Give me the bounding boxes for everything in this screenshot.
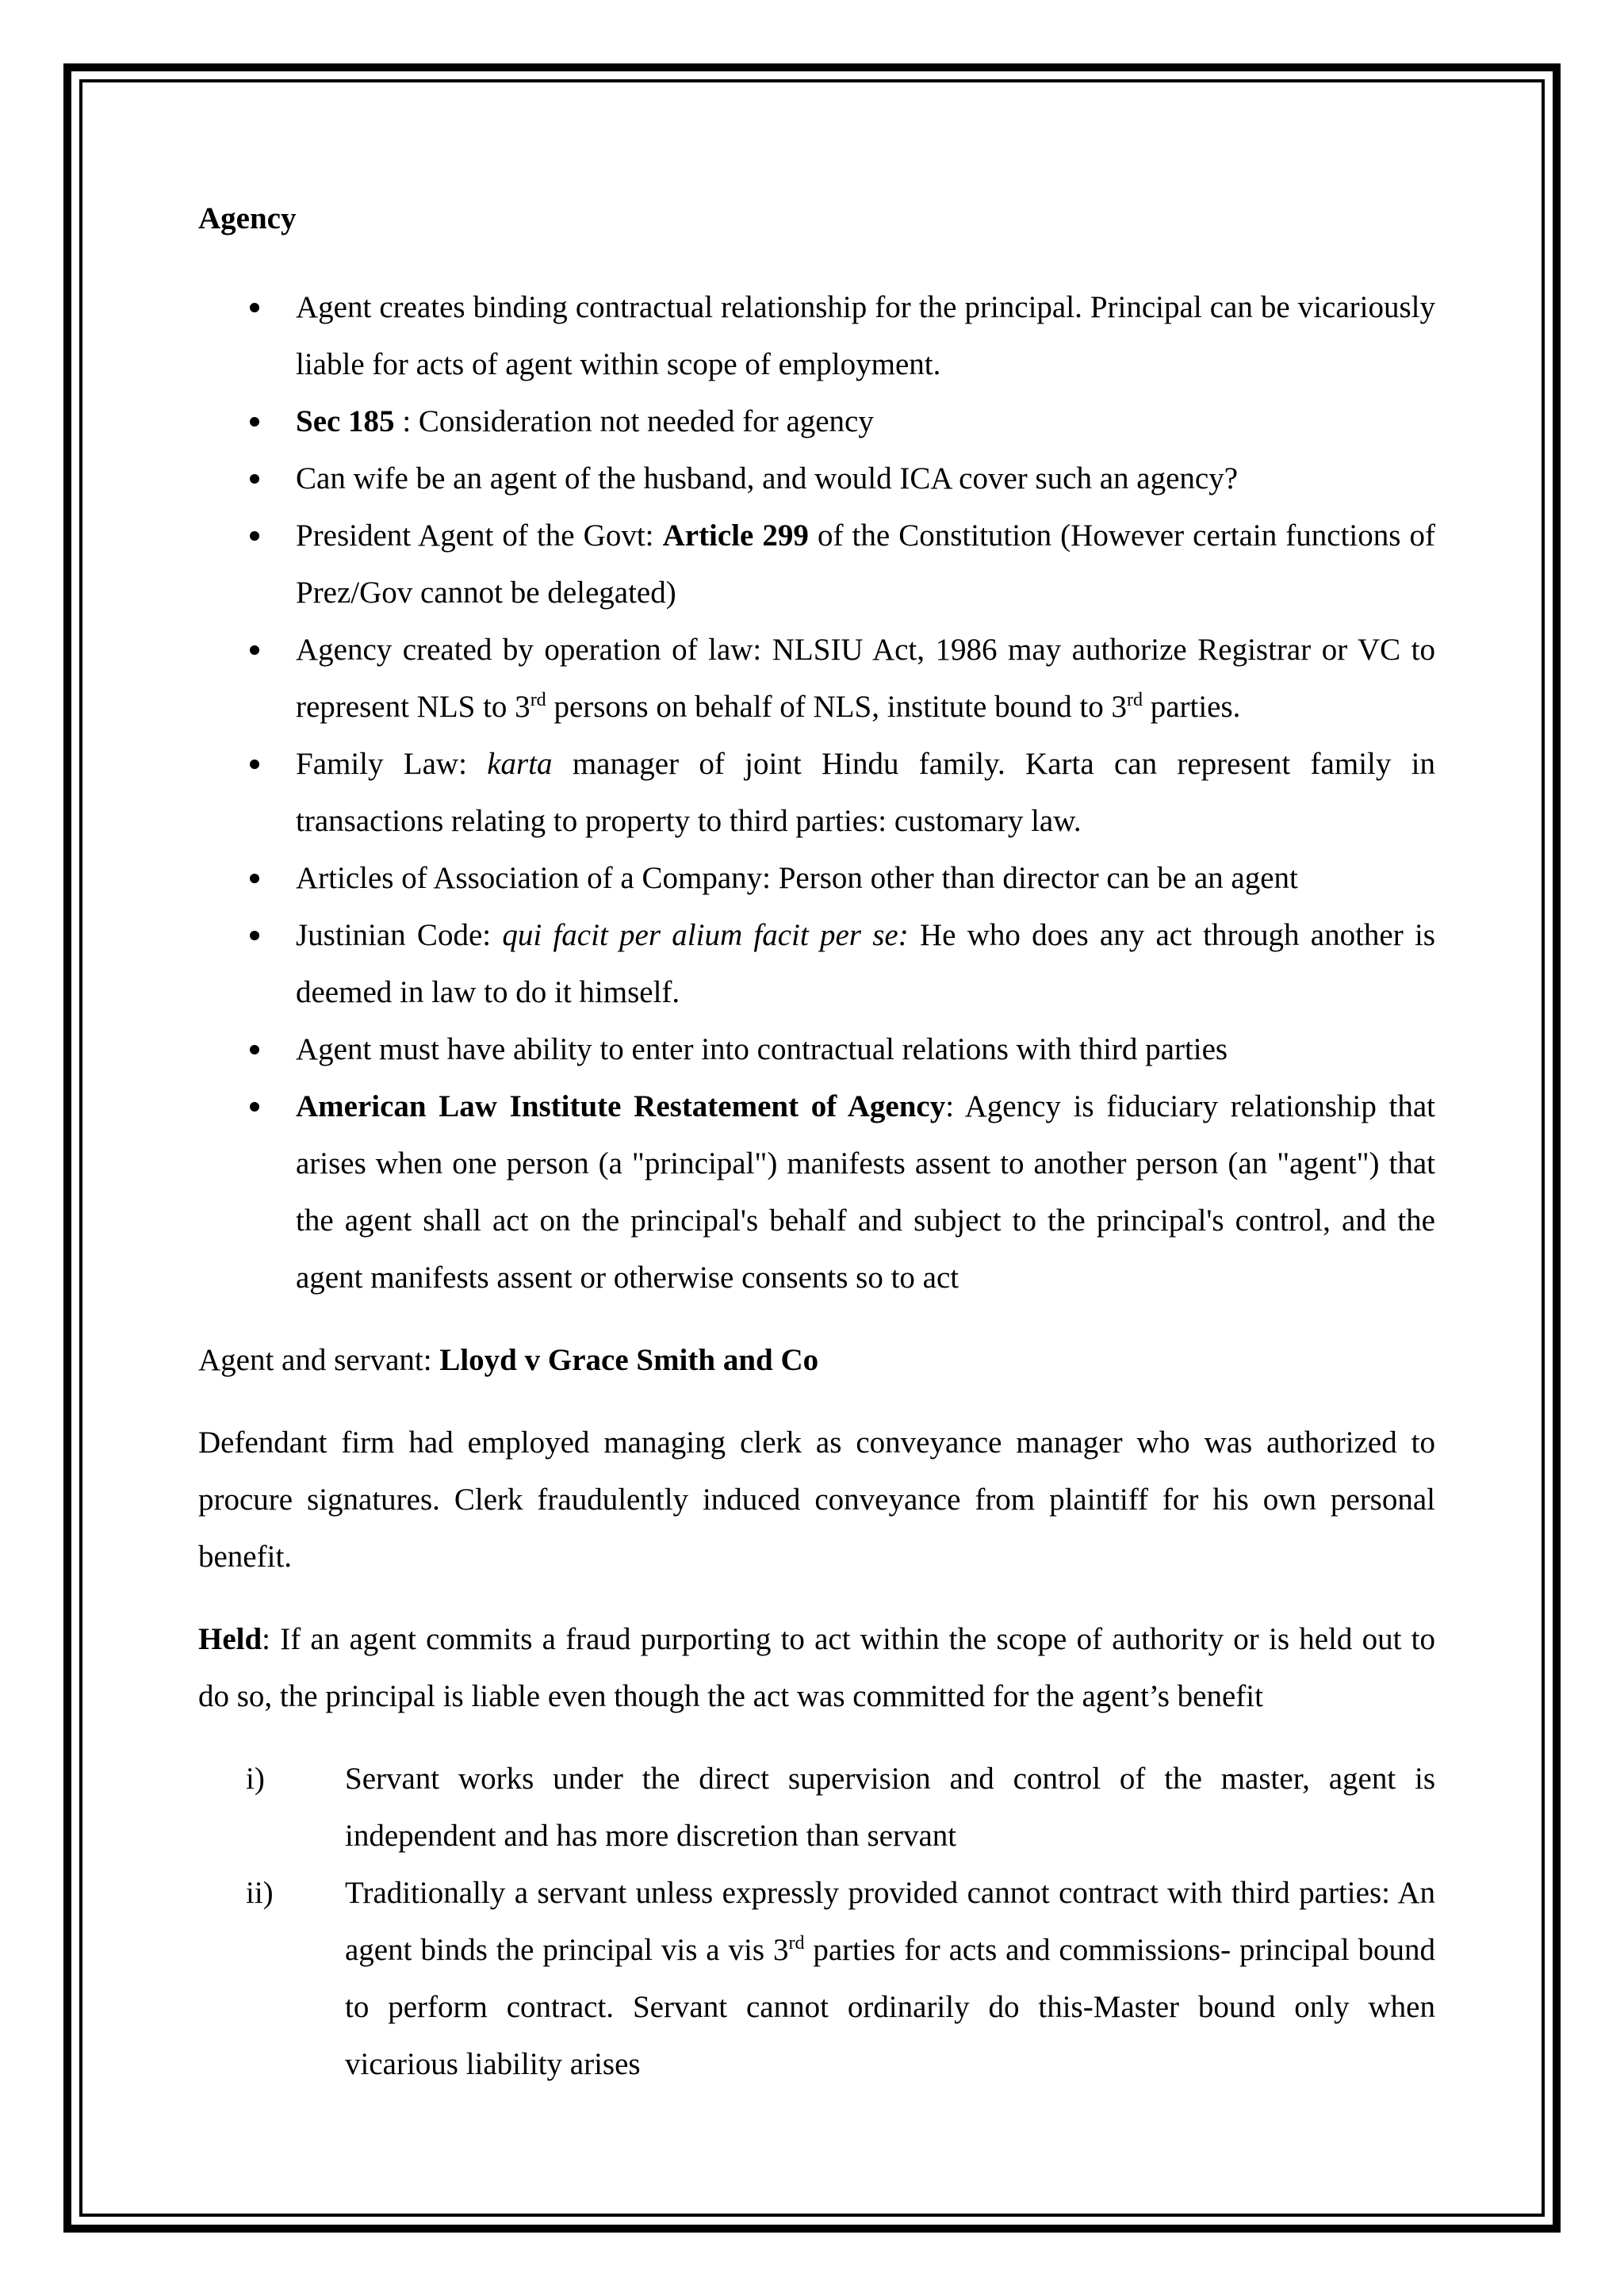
- list-item: i) Servant works under the direct supervision and control of the master, agent is independent and has more discretion than servant: [198, 1751, 1435, 1865]
- list-item: President Agent of the Govt: Article 299 of the Constitution (However certain functions of Prez/Gov cannot be delegated): [198, 507, 1435, 622]
- list-item: Agency created by operation of law: NLSIU Act, 1986 may authorize Registrar or VC to represent NLS to 3rd persons on behalf of NLS, institute bound to 3rd parties.: [198, 622, 1435, 736]
- list-item: American Law Institute Restatement of Agency: Agency is fiduciary relationship that arises when one person (a "principal") manifests assent to another person (an "agent") that the agent shall act on the principal's behalf and subject to the principal's control, and the agent manifests assent or otherwise consents so to act: [198, 1078, 1435, 1307]
- list-item: ii) Traditionally a servant unless expressly provided cannot contract with third parties: An agent binds the principal vis a vis 3rd parties for acts and commissions- principal bound to perform contract. Servant cannot ordinarily do this-Master bound only when vicarious liability arises: [198, 1865, 1435, 2093]
- bullet-icon: [250, 645, 259, 655]
- list-item: Justinian Code: qui facit per alium facit per se: He who does any act through another is deemed in law to do it himself.: [198, 907, 1435, 1021]
- agency-bullet-list: [198, 279, 1435, 1307]
- page-title: Agency: [198, 201, 297, 235]
- list-number: ii): [246, 1876, 274, 1910]
- case-facts: Defendant firm had employed managing clerk as conveyance manager who was authorized to procure signatures. Clerk fraudulently induced conveyance from plaintiff for his own personal benefit.: [198, 1425, 1435, 1574]
- case-heading: Agent and servant: Lloyd v Grace Smith and Co: [198, 1343, 819, 1377]
- bullet-icon: [250, 1102, 259, 1112]
- bullet-icon: [250, 474, 259, 484]
- list-item: Family Law: karta manager of joint Hindu family. Karta can represent family in transactions relating to property to third parties: customary law.: [198, 736, 1435, 850]
- list-item: Articles of Association of a Company: Person other than director can be an agent: [198, 850, 1435, 907]
- bullet-icon: [250, 760, 259, 769]
- bullet-icon: [250, 931, 259, 940]
- bullet-icon: [250, 417, 259, 427]
- document-body: [198, 190, 1435, 2093]
- bullet-icon: [250, 531, 259, 541]
- distinction-list: [198, 1751, 1435, 2093]
- list-number: i): [246, 1762, 265, 1796]
- list-item: Agent must have ability to enter into contractual relations with third parties: [198, 1021, 1435, 1078]
- list-item: Can wife be an agent of the husband, and would ICA cover such an agency?: [198, 450, 1435, 507]
- bullet-icon: [250, 874, 259, 883]
- bullet-icon: [250, 1045, 259, 1054]
- list-item: Sec 185 : Consideration not needed for agency: [198, 393, 1435, 450]
- list-item: Agent creates binding contractual relationship for the principal. Principal can be vicariously liable for acts of agent within scope of employment.: [198, 279, 1435, 393]
- bullet-icon: [250, 303, 259, 312]
- case-held: Held: If an agent commits a fraud purporting to act within the scope of authority or is held out to do so, the principal is liable even though the act was committed for the agent’s benefit: [198, 1622, 1435, 1713]
